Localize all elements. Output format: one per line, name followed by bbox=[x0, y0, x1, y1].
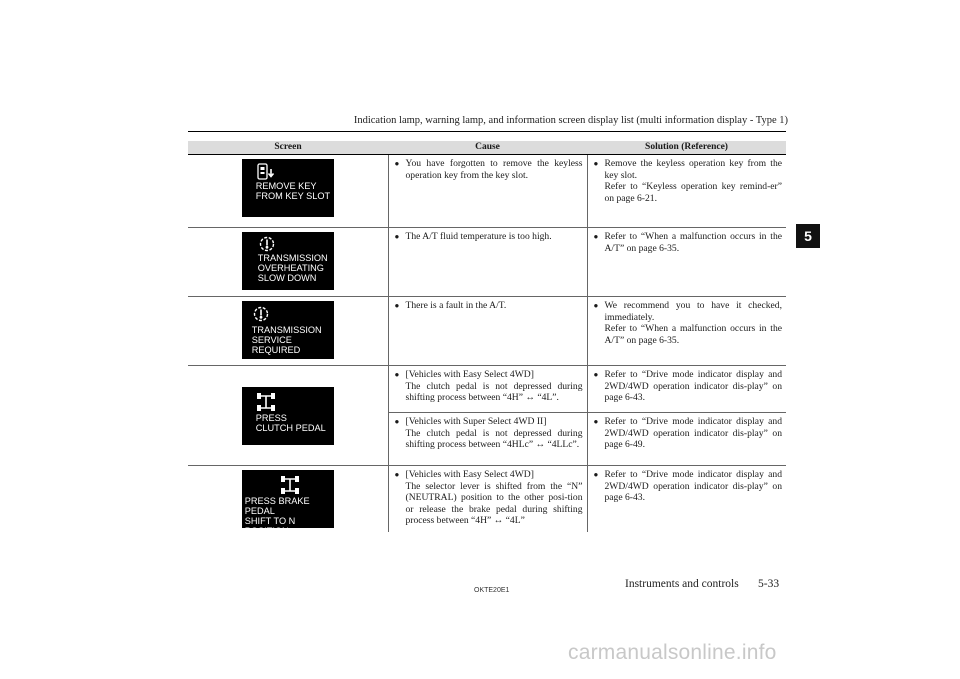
cause-text: There is a fault in the A/T. bbox=[405, 300, 507, 311]
column-header-cause: Cause bbox=[388, 141, 587, 155]
page-number: 5-33 bbox=[758, 578, 780, 590]
table-row bbox=[188, 466, 786, 533]
solution-reference: Refer to “Drive mode indicator display and 2WD/4WD operation indicator dis-play” on page 6-43. bbox=[604, 469, 782, 504]
solution-reference: Refer to “Drive mode indicator display and 2WD/4WD operation indicator dis-play” on page 6-43. bbox=[604, 369, 782, 404]
cause-variant-label: [Vehicles with Easy Select 4WD] bbox=[405, 469, 534, 480]
cause-cell bbox=[388, 366, 587, 413]
table-row bbox=[188, 297, 786, 366]
solution-reference: Refer to “Keyless operation key remind-er” on page 6-21. bbox=[604, 181, 782, 204]
cause-text: You have forgotten to remove the keyless operation key from the key slot. bbox=[405, 158, 583, 181]
cause-cell bbox=[388, 466, 587, 533]
bullet-icon: ● bbox=[394, 232, 400, 241]
bullet-icon: ● bbox=[593, 417, 599, 426]
screen-text-line: CLUTCH PEDAL bbox=[255, 422, 326, 433]
screen-text-line: REMOVE KEY bbox=[255, 181, 317, 191]
bullet-icon: ● bbox=[593, 232, 599, 241]
column-header-solution: Solution (Reference) bbox=[587, 141, 786, 155]
solution-text: We recommend you to have it checked, immediately. bbox=[604, 300, 782, 323]
solution-cell bbox=[587, 366, 786, 413]
table-row bbox=[188, 155, 786, 228]
cause-text: The clutch pedal is not depressed during shifting process between “4H” ↔ “4L”. bbox=[405, 380, 583, 404]
screen-cell bbox=[188, 155, 388, 228]
transmission-temperature-icon bbox=[258, 235, 276, 253]
screen-cell bbox=[188, 228, 388, 297]
table-row bbox=[188, 366, 786, 413]
screen-text-line: TRANSMISSION bbox=[251, 325, 322, 335]
screen-cell bbox=[188, 466, 388, 536]
display-screen-remove-key bbox=[242, 159, 334, 217]
bullet-icon: ● bbox=[394, 417, 400, 426]
display-screen-press-brake bbox=[242, 470, 334, 536]
bullet-icon: ● bbox=[593, 301, 599, 310]
bullet-icon: ● bbox=[593, 159, 599, 168]
screen-text-line: SERVICE REQUIRED bbox=[251, 335, 301, 355]
cause-text: The selector lever is shifted from the “N” (NEUTRAL) position to the other posi-tion or release the brake pedal during shifting process between “4H” ↔ “4L” bbox=[405, 480, 583, 527]
solution-text: Remove the keyless operation key from the key slot. bbox=[604, 158, 782, 181]
cause-variant-label: [Vehicles with Super Select 4WD II] bbox=[405, 416, 547, 427]
column-header-screen: Screen bbox=[188, 141, 388, 155]
solution-reference: Refer to “When a malfunction occurs in the A/T” on page 6-35. bbox=[604, 231, 782, 254]
screen-text-line: SLOW DOWN bbox=[257, 273, 317, 283]
document-code: OKTE20E1 bbox=[474, 587, 510, 594]
table-header-row bbox=[188, 141, 786, 155]
footer-section-title: Instruments and controls bbox=[625, 578, 739, 590]
screen-text-line: PRESS BRAKE PEDAL bbox=[244, 496, 310, 516]
cause-cell bbox=[388, 297, 587, 366]
transmission-warning-icon bbox=[252, 305, 270, 325]
screen-cell bbox=[188, 366, 388, 466]
cause-variant-label: [Vehicles with Easy Select 4WD] bbox=[405, 369, 534, 380]
screen-text-line: TRANSMISSION bbox=[257, 253, 328, 263]
bullet-icon: ● bbox=[394, 301, 400, 310]
solution-cell bbox=[587, 228, 786, 297]
cause-text: The clutch pedal is not depressed during shifting process between “4HLc” ↔ “4LLc”. bbox=[405, 427, 583, 451]
watermark: carmanualsonline.info bbox=[568, 641, 777, 664]
cause-text: The A/T fluid temperature is too high. bbox=[405, 231, 552, 242]
key-slot-icon bbox=[256, 163, 278, 181]
cause-cell bbox=[388, 413, 587, 466]
screen-text-line: SHIFT TO N POSITION bbox=[244, 516, 296, 536]
bullet-icon: ● bbox=[394, 159, 400, 168]
solution-cell bbox=[587, 155, 786, 228]
bullet-icon: ● bbox=[394, 470, 400, 479]
bullet-icon: ● bbox=[593, 470, 599, 479]
screen-text-line: FROM KEY SLOT bbox=[255, 191, 331, 201]
screen-cell bbox=[188, 297, 388, 366]
solution-cell bbox=[587, 413, 786, 466]
indication-table bbox=[188, 141, 786, 536]
display-screen-transmission-service bbox=[242, 301, 334, 359]
solution-reference: Refer to “When a malfunction occurs in the A/T” on page 6-35. bbox=[604, 323, 782, 346]
solution-cell bbox=[587, 297, 786, 366]
cause-cell bbox=[388, 228, 587, 297]
display-screen-press-clutch bbox=[242, 387, 334, 445]
4wd-drivetrain-icon bbox=[280, 474, 300, 496]
solution-cell bbox=[587, 466, 786, 533]
cause-cell bbox=[388, 155, 587, 228]
display-screen-transmission-overheating bbox=[242, 232, 334, 290]
table-row bbox=[188, 228, 786, 297]
4wd-drivetrain-icon bbox=[256, 391, 276, 413]
bullet-icon: ● bbox=[394, 370, 400, 379]
chapter-tab: 5 bbox=[796, 224, 820, 248]
bullet-icon: ● bbox=[593, 370, 599, 379]
solution-reference: Refer to “Drive mode indicator display and 2WD/4WD operation indicator dis-play” on page 6-49. bbox=[604, 416, 782, 451]
screen-text-line: PRESS bbox=[255, 412, 287, 423]
screen-text-line: OVERHEATING bbox=[257, 263, 324, 273]
page-header-title: Indication lamp, warning lamp, and information screen display list (multi information display - Type 1) bbox=[353, 115, 788, 126]
header-divider bbox=[188, 131, 786, 132]
